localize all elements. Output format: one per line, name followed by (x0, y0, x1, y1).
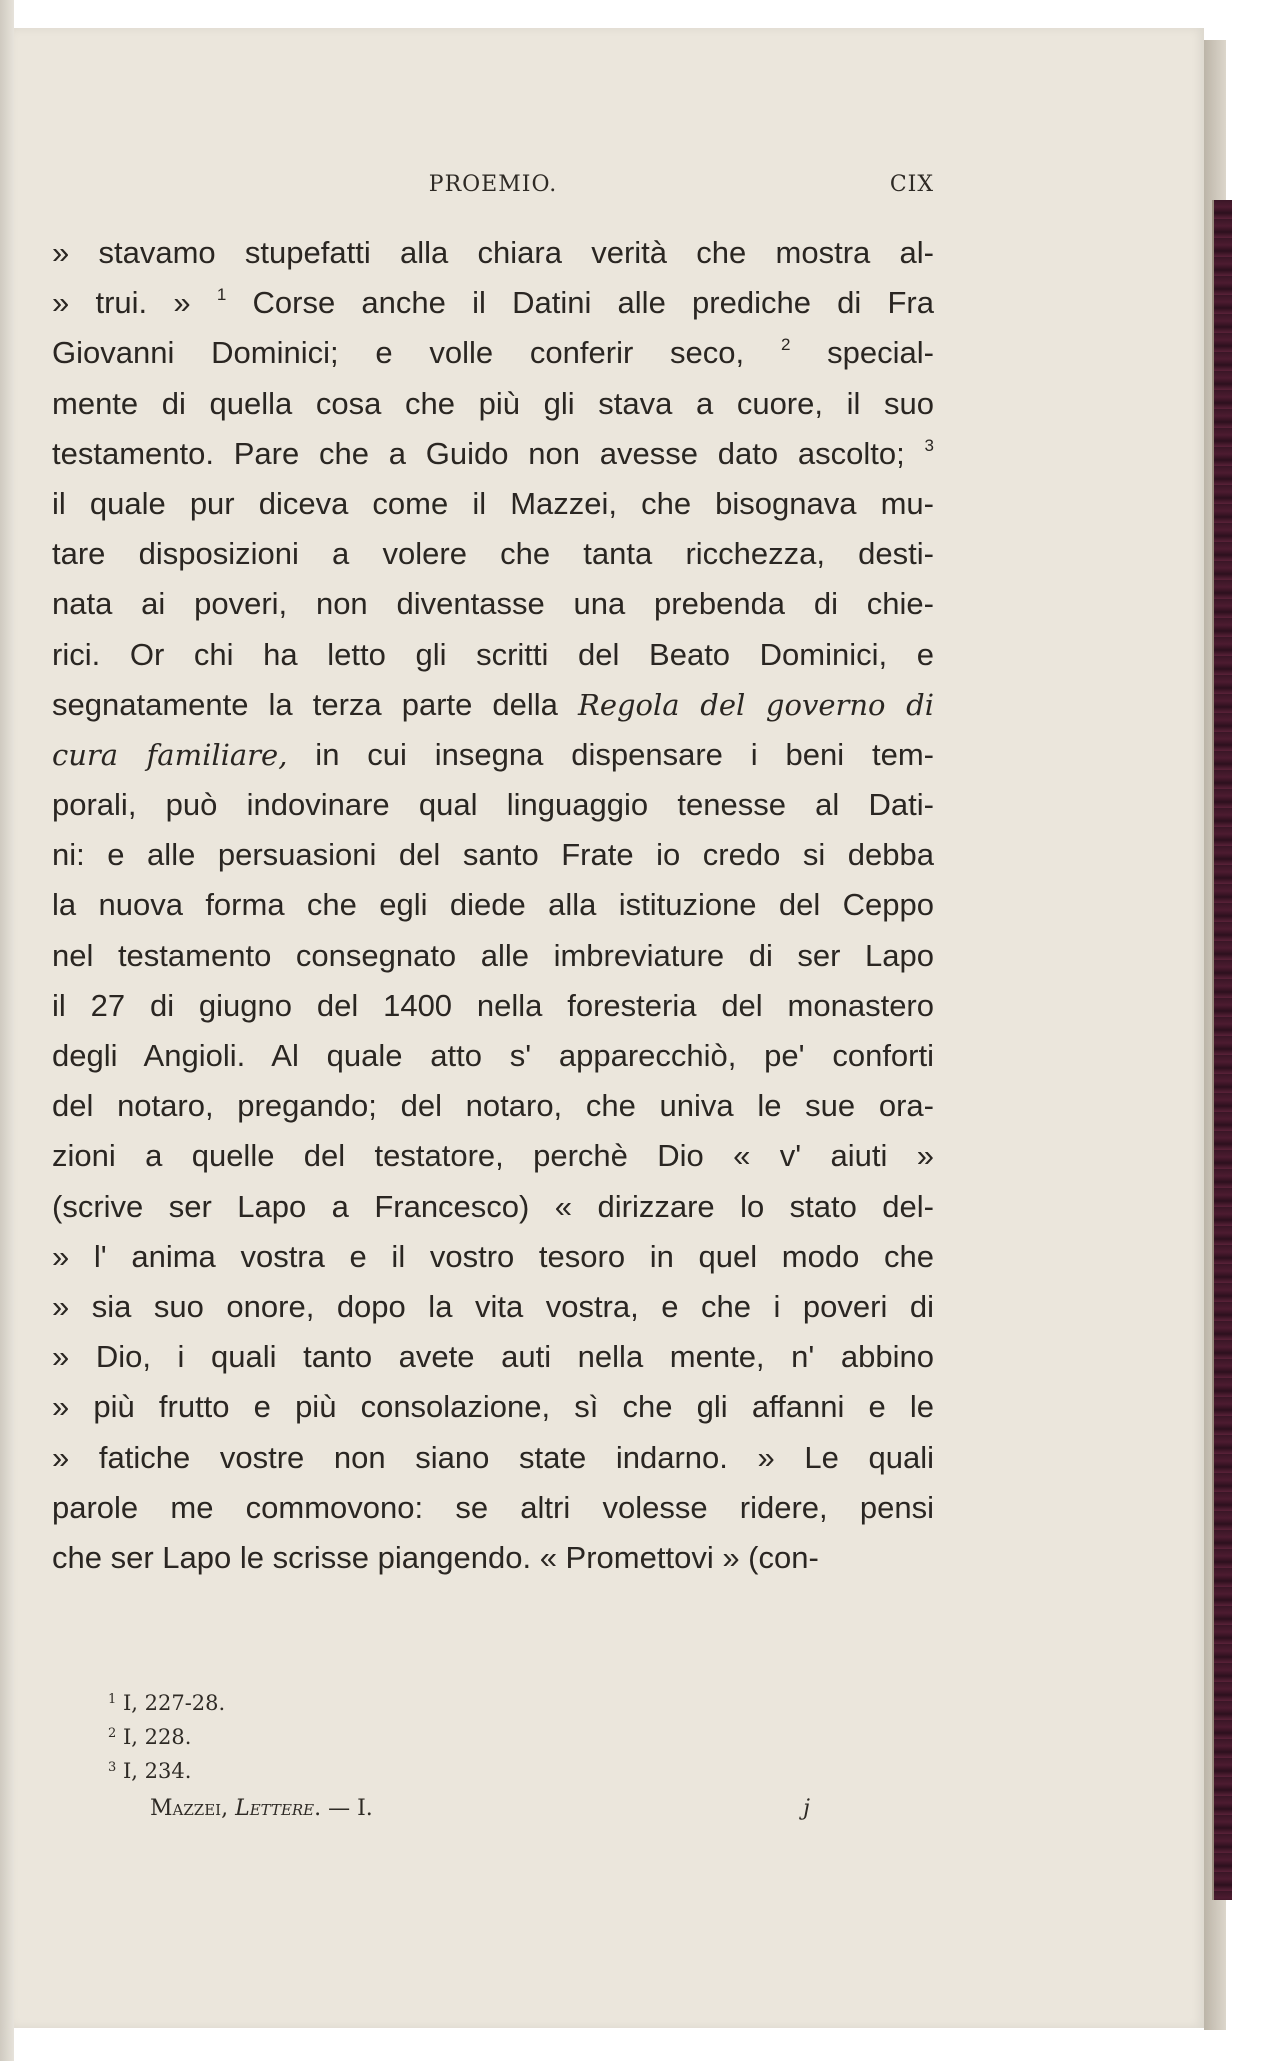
text-line (52, 830, 934, 880)
text-segment: il 27 di giugno del 1400 nella foresteria del monastero (52, 987, 934, 1023)
signature-volume: . — I. (314, 1796, 373, 1821)
text-line (52, 780, 934, 830)
text-segment: rici. Or chi ha letto gli scritti del Beato Dominici, e (52, 636, 934, 672)
text-line (52, 931, 934, 981)
signature-author: Mazzei (150, 1796, 222, 1821)
text-segment: » Dio, i quali tanto avete auti nella mente, n' abbino (52, 1339, 934, 1375)
footnote-ref: 2 (780, 335, 791, 355)
italic-text: cura familiare, (52, 737, 288, 772)
italic-text: Regola del governo di (578, 687, 934, 722)
text-segment: degli Angioli. Al quale atto s' apparecchiò, pe' conforti (52, 1038, 934, 1073)
body-text (52, 228, 934, 1583)
signature-text (150, 1796, 373, 1821)
text-line (52, 630, 934, 680)
text-segment: zioni a quelle del testatore, perchè Dio « v' aiuti » (52, 1138, 934, 1174)
footnote-text: I, 234. (122, 1759, 192, 1783)
text-segment: parole me commovono: se altri volesse ridere, pensi (52, 1489, 934, 1525)
text-segment: » più frutto e più consolazione, sì che gli affanni e le (52, 1389, 934, 1425)
text-segment: porali, può indovinare qual linguaggio tenesse al Dati- (52, 787, 934, 823)
text-line (52, 680, 934, 730)
text-line (52, 479, 934, 529)
text-segment: del notaro, pregando; del notaro, che univa le sue ora- (52, 1088, 934, 1124)
text-line (52, 880, 934, 930)
text-line (52, 1332, 934, 1382)
text-segment: » l' anima vostra e il vostro tesoro in quel modo che (52, 1238, 934, 1274)
footnote-text: I, 228. (122, 1725, 192, 1749)
text-segment: Corse anche il Datini alle prediche di Fra (226, 285, 934, 321)
text-line (52, 529, 934, 579)
text-line (52, 1131, 934, 1181)
footnote-ref: 3 (924, 435, 934, 455)
text-line (52, 1433, 934, 1483)
text-line (52, 1031, 934, 1081)
text-line (52, 730, 934, 780)
text-line (52, 981, 934, 1031)
text-line (52, 278, 934, 328)
signature-line (150, 1796, 810, 1826)
text-line (52, 1232, 934, 1282)
running-head (52, 172, 934, 208)
footnote-ref: 1 (216, 285, 227, 305)
text-segment: che ser Lapo le scrisse piangendo. « Promettovi » (con- (52, 1539, 819, 1575)
text-segment: in cui insegna dispensare i beni tem- (287, 736, 935, 772)
text-segment: special- (790, 335, 935, 371)
footnote (108, 1720, 225, 1754)
text-line (52, 1483, 934, 1533)
footnote (108, 1754, 225, 1788)
text-segment: » fatiche vostre non siano state indarno. » Le quali (52, 1439, 934, 1475)
page-number: CIX (889, 172, 934, 197)
footnote-number: 1 (108, 1692, 117, 1707)
text-segment: nata ai poveri, non diventasse una prebenda di chie- (52, 586, 934, 622)
text-segment: ni: e alle persuasioni del santo Frate io credo si debba (52, 837, 934, 873)
text-segment: testamento. Pare che a Guido non avesse dato ascolto; (52, 435, 925, 471)
text-segment: Giovanni Dominici; e volle conferir seco, (52, 335, 781, 371)
text-segment: (scrive ser Lapo a Francesco) « dirizzare lo stato del- (52, 1188, 934, 1224)
text-line (52, 228, 934, 278)
footnotes (108, 1686, 225, 1788)
text-line (52, 1533, 934, 1583)
text-line (52, 579, 934, 629)
text-line (52, 429, 934, 479)
signature-separator: , (221, 1796, 236, 1821)
text-line (52, 328, 934, 378)
footnote-number: 2 (108, 1726, 117, 1741)
text-line (52, 1382, 934, 1432)
text-segment: » trui. » (52, 285, 217, 321)
text-segment: » stavamo stupefatti alla chiara verità che mostra al- (52, 235, 934, 270)
text-segment: nel testamento consegnato alle imbreviature di ser Lapo (52, 937, 934, 973)
text-line (52, 1182, 934, 1232)
text-line (52, 1282, 934, 1332)
text-segment: il quale pur diceva come il Mazzei, che bisognava mu- (52, 485, 934, 521)
footnote-text: I, 227-28. (122, 1691, 226, 1715)
footnote (108, 1686, 225, 1720)
text-segment: » sia suo onore, dopo la vita vostra, e che i poveri di (52, 1288, 934, 1324)
text-segment: tare disposizioni a volere che tanta ricchezza, desti- (52, 536, 934, 572)
signature-title: Lettere (235, 1796, 315, 1821)
footnote-number: 3 (108, 1760, 117, 1775)
text-segment: segnatamente la terza parte della (52, 686, 578, 722)
running-head-title: PROEMIO. (428, 172, 558, 197)
signature-mark: j (803, 1796, 810, 1821)
text-segment: la nuova forma che egli diede alla istituzione del Ceppo (52, 887, 934, 923)
marbled-board (1212, 200, 1232, 1900)
text-line (52, 379, 934, 429)
text-line (52, 1081, 934, 1131)
text-segment: mente di quella cosa che più gli stava a cuore, il suo (52, 385, 934, 421)
binding-spine (0, 0, 14, 2061)
